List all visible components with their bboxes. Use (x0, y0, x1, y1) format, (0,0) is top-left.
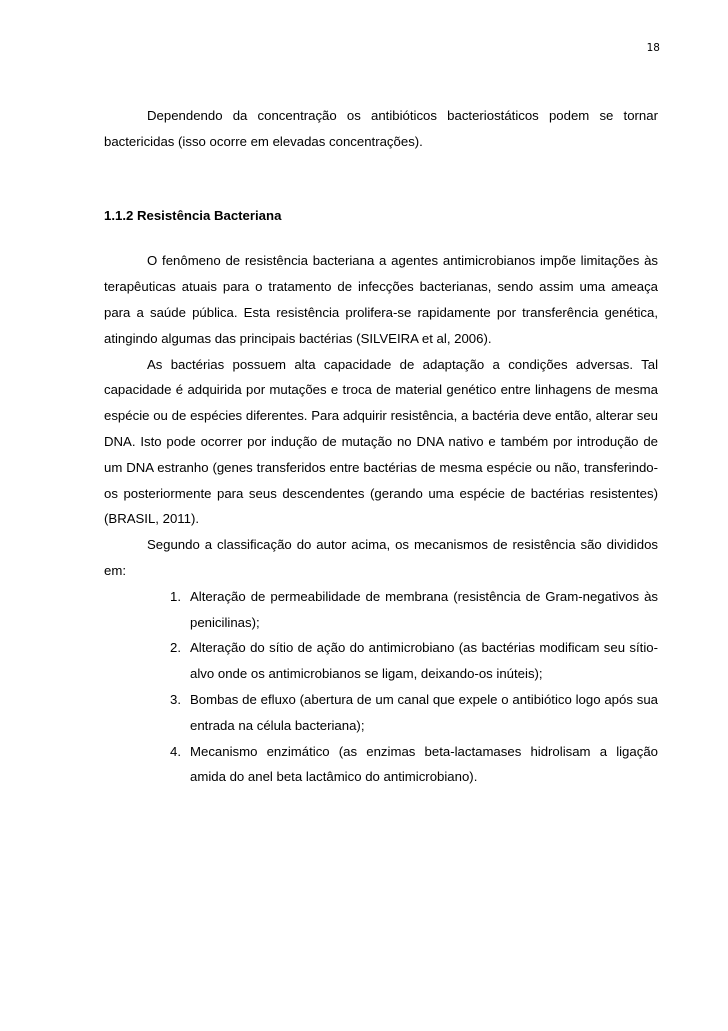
document-body (104, 103, 658, 790)
paragraph-bacterial-adaptation: As bactérias possuem alta capacidade de adaptação a condições adversas. Tal capacidade é adquirida por mutações e troca de material genético entre linhagens de mesma espécie ou de espécies diferentes. Para adquirir resistência, a bactéria deve então, alterar seu DNA. Isto pode ocorrer por indução de mutação no DNA nativo e também por introdução de um DNA estranho (genes transferidos entre bactérias de mesma espécie ou não, transferindo-os posteriormente para seus descendentes (gerando uma espécie de bactérias resistentes) (BRASIL, 2011). (104, 356, 658, 527)
section-heading: 1.1.2 Resistência Bacteriana (104, 207, 282, 223)
list-item-text: Bombas de efluxo (abertura de um canal que expele o antibiótico logo após sua entrada na célula bacteriana); (190, 691, 658, 733)
mechanisms-list (104, 584, 658, 790)
list-item-number: 1. (170, 588, 181, 604)
list-item-number: 4. (170, 743, 181, 759)
page-number: 18 (646, 42, 660, 54)
paragraph-bacteriostatic: Dependendo da concentração os antibióticos bacteriostáticos podem se tornar bactericidas (isso ocorre em elevadas concentrações). (104, 108, 658, 149)
list-item (104, 635, 658, 687)
list-item (104, 739, 658, 791)
list-item (104, 687, 658, 739)
paragraph-resistance-phenomenon: O fenômeno de resistência bacteriana a agentes antimicrobianos impõe limitações às terapêuticas atuais para o tratamento de infecções bacterianas, sendo assim uma ameaça para a saúde pública. Esta resistência prolifera-se rapidamente por transferência genética, atingindo algumas das principais bactérias (SILVEIRA et al, 2006). (104, 253, 658, 346)
list-item-number: 3. (170, 691, 181, 707)
list-item-text: Alteração de permeabilidade de membrana (resistência de Gram-negativos às penicilinas); (190, 588, 658, 630)
list-item (104, 584, 658, 636)
paragraph-classification: Segundo a classificação do autor acima, os mecanismos de resistência são divididos em: (104, 537, 658, 578)
list-item-number: 2. (170, 640, 181, 656)
list-item-text: Mecanismo enzimático (as enzimas beta-lactamases hidrolisam a ligação amida do anel beta lactâmico do antimicrobiano). (190, 743, 658, 785)
list-item-text: Alteração do sítio de ação do antimicrobiano (as bactérias modificam seu sítio-alvo onde os antimicrobianos se ligam, deixando-os inúteis); (190, 640, 658, 682)
